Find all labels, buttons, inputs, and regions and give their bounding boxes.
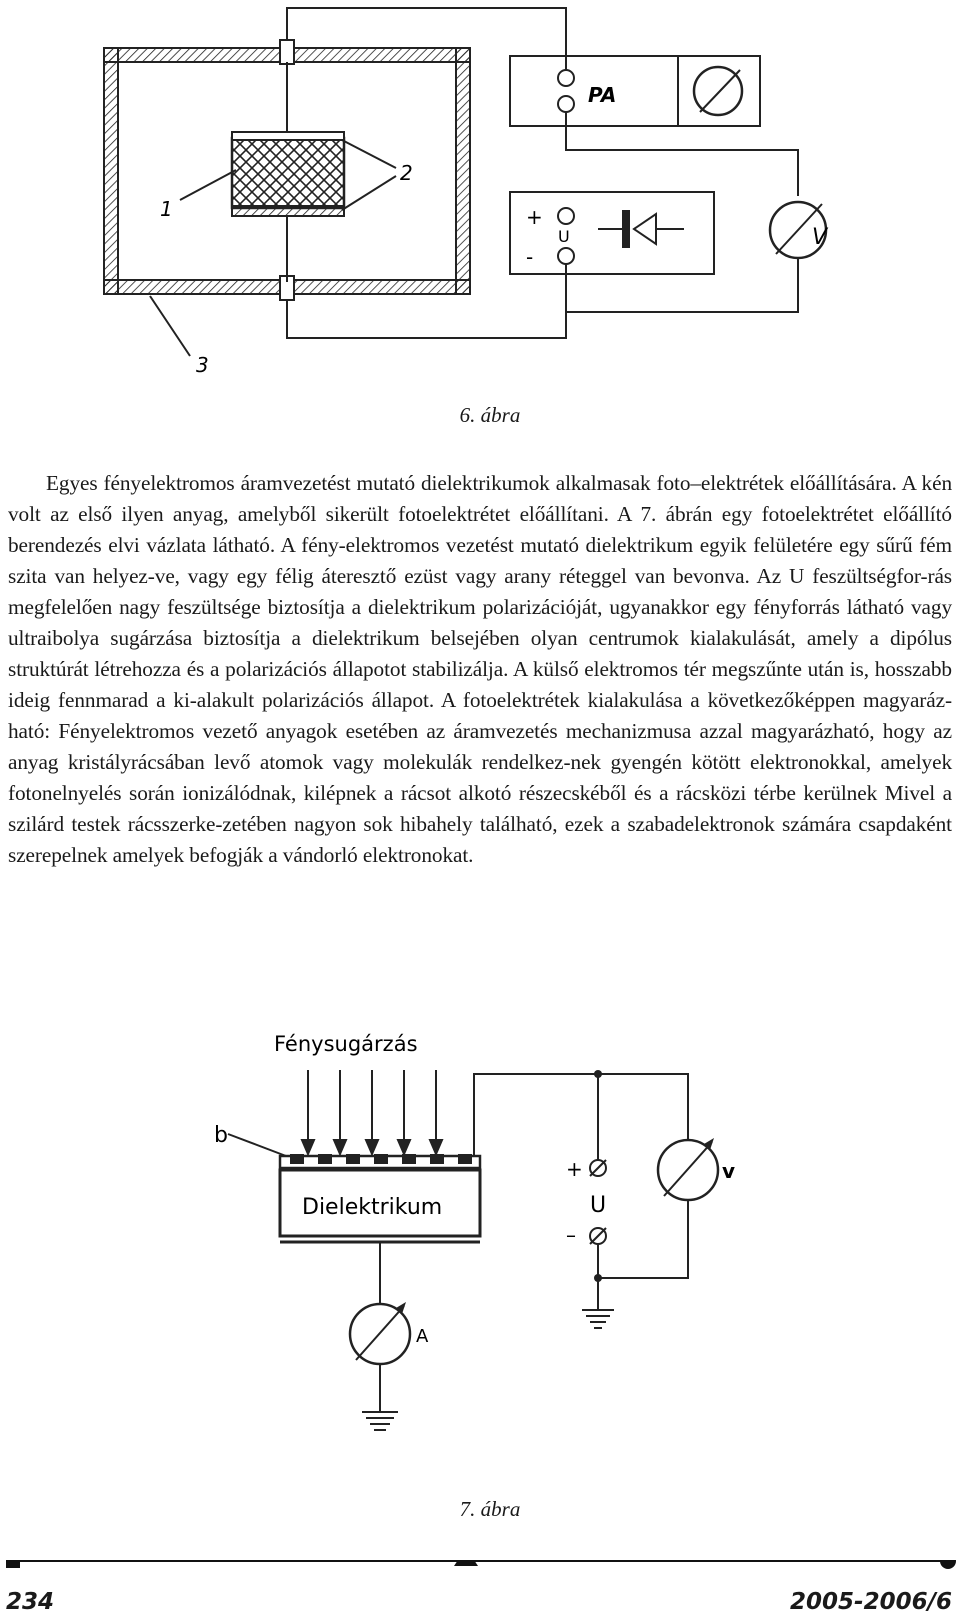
u-plus-label: + <box>566 1157 583 1181</box>
figure-7-caption: 7. ábra <box>459 1497 521 1521</box>
wire-bottom <box>287 258 566 338</box>
label-2-pointer-a <box>342 140 396 168</box>
label-2-pointer-b <box>342 176 396 210</box>
sample-electrode-bottom <box>232 206 344 216</box>
top-feedthrough <box>280 40 294 64</box>
footer-triangle-icon <box>454 1560 478 1566</box>
u-terminal-minus <box>558 248 574 264</box>
v-label: v <box>722 1159 736 1183</box>
label-b: b <box>214 1123 228 1148</box>
sample-electrode-top <box>232 132 344 140</box>
wire-top <box>287 8 566 76</box>
label-1-pointer <box>180 170 236 200</box>
light-label: Fénysugárzás <box>274 1032 418 1057</box>
body-paragraph: Egyes fényelektromos áramvezetést mutató dielektrikumok alkalmasak foto–elektrétek előállítására. A kén volt az első ilyen anyag, amelyből sikerült fotoelektrétet előállítani. A 7. ábrán egy fotoelektrétet előállító berendezés elvi vázlata látható. A fény-elektromos vezetést mutató dielektrikum egyik felületére egy sűrű fém szita van helyez-ve, vagy egy félig áteresztő ezüst vagy arany réteggel van bevonva. Az U feszültségfor-rás megfelelően nagy feszültsége biztosítja a dielektrikum polarizációját, ugyanakkor egy fényforrás látható vagy ultraibolya sugárzása biztosítja a dielektrikum belsejében olyan centrumok kialakulását, amely a dipólus struktúrát létrehozza és a polarizációs állapotot stabilizálja. A külső elektromos tér megszűnte után is, hosszabb ideig fennmarad a ki-alakult polarizációs állapot. A fotoelektrétek kialakulása a következőképpen magyaráz-ható: Fényelektromos vezető anyagok esetében az áramvezetés mechanizmusa azzal magyarázható, hogy az anyag kristályrácsában levő atomok vagy molekulák rendelkez-nek gyengén kötött elektronokkal, amelyek fotonelnyelés során ionizálódnak, kilépnek a rácsot alkotó részecskéből és a rácsközi térbe kerülnek Mivel a szilárd testek rácsszerke-zetében nagyon sok hibahely található, ezek a szabadelektronok számára csapdaként szerepelnek amelyek befogják a vándorló elektronokat. <box>8 471 952 867</box>
wire-v-bottom <box>598 1200 688 1278</box>
diode-triangle <box>634 214 656 244</box>
u-plus-label: + <box>526 205 543 229</box>
ground-right-icon <box>582 1310 614 1328</box>
footer-circle-icon <box>940 1560 956 1569</box>
figure-6-diagram <box>0 0 960 400</box>
u-terminal-plus <box>558 208 574 224</box>
figure-6-caption: 6. ábra <box>459 403 521 427</box>
pa-terminal-lower <box>558 96 574 112</box>
light-arrows <box>302 1070 442 1154</box>
u-label: U <box>558 227 570 246</box>
pa-terminal-upper <box>558 70 574 86</box>
sample-body <box>232 138 344 208</box>
label-3: 3 <box>196 353 209 377</box>
junction-bottom <box>594 1274 602 1282</box>
dielectric-label: Dielektrikum <box>302 1195 443 1220</box>
u-label: U <box>590 1193 607 1218</box>
issue-number: 2005-2006/6 <box>790 1589 952 1615</box>
ground-left-icon <box>362 1412 398 1430</box>
label-1: 1 <box>160 197 173 221</box>
a-label: A <box>416 1326 429 1347</box>
chamber-wall-left <box>104 48 118 294</box>
u-minus-label: - <box>526 245 534 269</box>
v-label: V <box>812 225 828 250</box>
wire-pa-right <box>566 112 798 196</box>
u-minus-label: – <box>566 1223 576 1247</box>
page-number: 234 <box>6 1589 55 1615</box>
wire-v-bottom <box>566 258 798 312</box>
pa-label: PA <box>588 83 617 107</box>
chamber-wall-right <box>456 48 470 294</box>
figure-7-diagram <box>0 1030 960 1490</box>
diode-bar <box>622 210 630 248</box>
wire-top-right <box>474 1074 688 1156</box>
label-3-pointer <box>150 296 190 356</box>
junction-top <box>594 1070 602 1078</box>
label-2: 2 <box>400 161 413 185</box>
label-b-pointer <box>228 1134 286 1156</box>
